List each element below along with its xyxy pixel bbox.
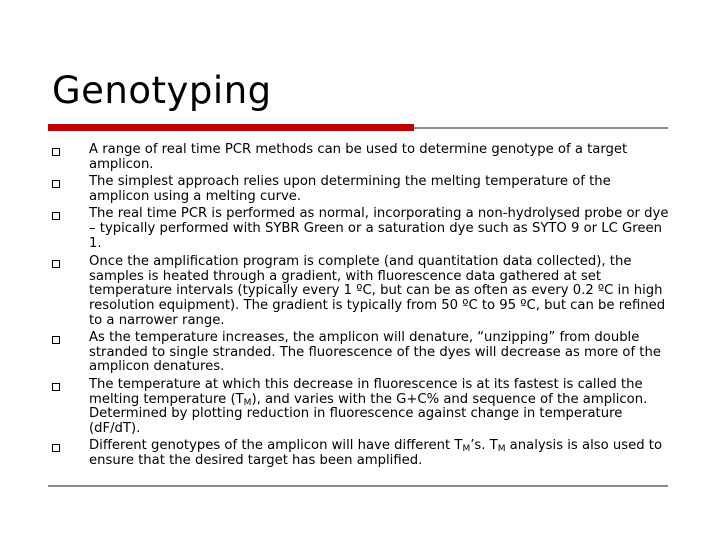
bullet-text [89,377,647,436]
bullet-item [52,439,672,468]
slide-title: Genotyping [52,69,272,112]
bullet-item [52,207,672,251]
bullet-text [89,142,627,172]
bullet-text [89,206,668,250]
bullet-text [89,254,665,327]
subscript: M [497,444,506,455]
text-run: Different genotypes of the amplicon will have different T [89,438,463,454]
square-bullet-icon [52,212,60,220]
text-run: A range of real time PCR methods can be used to determine genotype of a target amplicon. [89,142,628,172]
title-accent-bar [48,124,414,131]
square-bullet-icon [52,383,60,391]
subscript: M [462,444,471,455]
bullet-item [52,175,672,204]
square-bullet-icon [52,148,60,156]
text-run: The simplest approach relies upon determining the melting temperature of the amplicon using a melting curve. [89,174,611,204]
bullet-item [52,143,672,172]
text-run: The temperature at which this decrease in fluorescence is at its fastest is called the melting temperature (T [89,376,643,407]
text-run: ), and varies with the G+C% and sequence of the amplicon. Determined by plotting reduction in fluorescence against change in temperature (dF/dT). [89,391,648,436]
bullet-text [89,330,661,374]
bullet-item [52,378,672,436]
square-bullet-icon [52,444,60,452]
text-run: ’s. T [470,438,498,454]
text-run: As the temperature increases, the amplicon will denature, “unzipping” from double stranded to single stranded. The fluorescence of the dyes will decrease as more of the amplicon denatures. [89,330,661,375]
bullet-text [89,174,611,204]
bullet-item [52,331,672,375]
title-divider-line [414,127,668,129]
bullet-item [52,255,672,328]
text-run: analysis is also used to ensure that the desired target has been amplified. [89,438,663,468]
square-bullet-icon [52,336,60,344]
text-run: Once the amplification program is complete (and quantitation data collected), the samples is heated through a gradient, with fluorescence data gathered at set temperature intervals (typically every 1 ºC, but can be as often as every 0.2 ºC in high resolution equipment). The gradient is typically from 50 ºC to 95 ºC, but can be refined to a narrower range. [89,254,666,328]
square-bullet-icon [52,260,60,268]
bullet-text [89,438,662,468]
bottom-divider-line [48,485,668,487]
square-bullet-icon [52,180,60,188]
text-run: The real time PCR is performed as normal, incorporating a non-hydrolysed probe or dye – typically performed with SYBR Green or a saturation dye such as SYTO 9 or LC Green 1. [89,206,669,251]
subscript: M [243,397,252,408]
bullet-list [52,143,672,468]
